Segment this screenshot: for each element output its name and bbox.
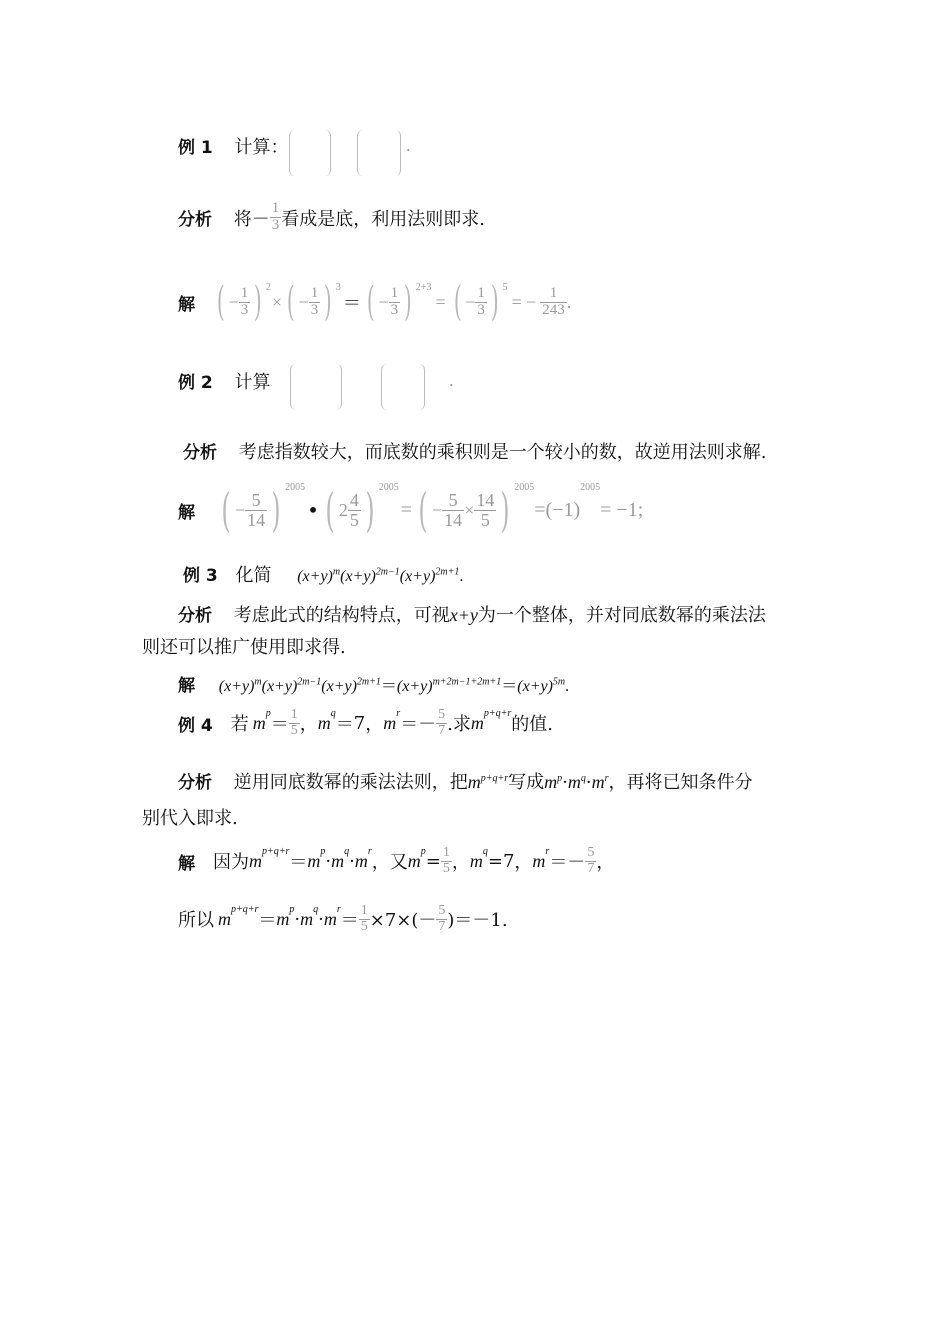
ex1-header <box>178 133 288 159</box>
ex2-header <box>178 368 270 394</box>
ex1-solution-label: 解 <box>178 294 195 315</box>
ex1-paren-1 <box>289 130 331 176</box>
ex1-paren-2 <box>357 130 401 176</box>
ex3-analysis-xy: x+y <box>449 605 478 625</box>
ex4-therefore: 所以 <box>178 910 214 932</box>
ex3-analysis-label: 分析 <box>178 606 212 626</box>
ex3-analysis-b: 为一个整体，并对同底数幂的乘法法 <box>477 605 766 626</box>
ex4-label: 例 4 <box>178 715 213 736</box>
ex3-solution: 解 $(x+y)^m(x+y)^{2m-1}(x+y)^{2m+1}=(x+y)^{m+2m-1+2m+1}=(x+y)^{5m}$. <box>178 676 570 696</box>
ex2-solution-label: 解 <box>178 502 195 523</box>
ex3-analysis-a: 考虑此式的结构特点，可视 <box>233 605 450 626</box>
ex1-analysis <box>178 199 485 233</box>
ex2-analysis <box>183 438 766 464</box>
ex2-paren-2 <box>381 364 425 410</box>
ex4-analysis-a: 逆用同底数幂的乘法法则，把 <box>233 772 468 793</box>
ex3-solution-label: 解 <box>178 676 195 696</box>
ex4-analysis: 分析 逆用同底数幂的乘法法则，把$m^{p+q+r}$写成$m^p\cdot m^q\cdot m^r$，再将已知条件分 <box>178 772 753 793</box>
ex1-label: 例 1 <box>178 138 213 158</box>
ex3-header <box>183 561 463 587</box>
ex1-solution: 解 ( − $\frac{1}{3}$ ) 2 × ( − $\frac{1}{3}$ ) 3 ＝ ( − $\frac{1}{3}$ ) 2+3 = ( − $\frac{1}{3}$ ) 5 = − $\frac{1}{243}$ . <box>178 279 572 325</box>
ex1-analysis-a: 将－ <box>233 209 270 230</box>
ex4-header: 例 4 若 m p ＝ $\frac{1}{5}$ ， m q ＝ 7 ， m r ＝ － $\frac{5}{7}$ .求 m p+q+r 的值. <box>178 707 553 738</box>
ex4-solution-label: 解 <box>178 853 195 874</box>
ex1-analysis-label: 分析 <box>178 210 212 230</box>
ex2-analysis-label: 分析 <box>183 443 217 463</box>
ex4-text: 若 <box>230 714 249 736</box>
ex2-text: 计算 <box>234 372 271 393</box>
ex2-analysis-text: 考虑指数较大，而底数的乘积则是一个较小的数，故逆用法则求解. <box>238 442 767 463</box>
ex1-analysis-b: 看成是底，利用法则即求. <box>281 209 485 230</box>
ex2-solution: 解 ( − $\frac{5}{14}$ ) 2005 • ( 2 $\frac{4}{5}$ ) 2005 = ( − $\frac{5}{14}$ × $\frac{14}{5}$ ) 2005 =(−1) 2005 = −1; <box>178 482 644 537</box>
ex2-tail: . <box>449 370 454 390</box>
ex4-analysis-d: 别代入即求. <box>142 808 238 829</box>
ex1-text: 计算： <box>234 137 289 158</box>
ex2-paren-1 <box>290 364 342 410</box>
ex2-label: 例 2 <box>178 373 213 393</box>
ex4-solution: 解 因为 m p+q+r ＝ m p · m q · m r ，又 m p = $\frac{1}{5}$ ， m q = 7 ， m r ＝ － $\frac{5}{7}$ ， <box>178 845 615 876</box>
ex3-analysis-c: 则还可以推广使用即求得. <box>142 637 346 658</box>
ex4-conclusion: 所以 m p+q+r ＝ m p · m q · m r ＝ $\frac{1}{5}$ ×7×(－ $\frac{5}{7}$ )＝－1. <box>178 903 508 934</box>
ex3-text: 化简 <box>235 565 272 586</box>
ex3-label: 例 3 <box>183 566 218 586</box>
ex3-analysis <box>178 597 766 634</box>
ex1-analysis-frac: $\frac{1}{3}$ <box>271 199 280 233</box>
ex3-expression: $(x+y)^m(x+y)^{2m-1}(x+y)^{2m+1}$. <box>297 566 464 585</box>
ex4-analysis-label: 分析 <box>178 773 212 793</box>
ex1-tail: . <box>406 135 411 155</box>
